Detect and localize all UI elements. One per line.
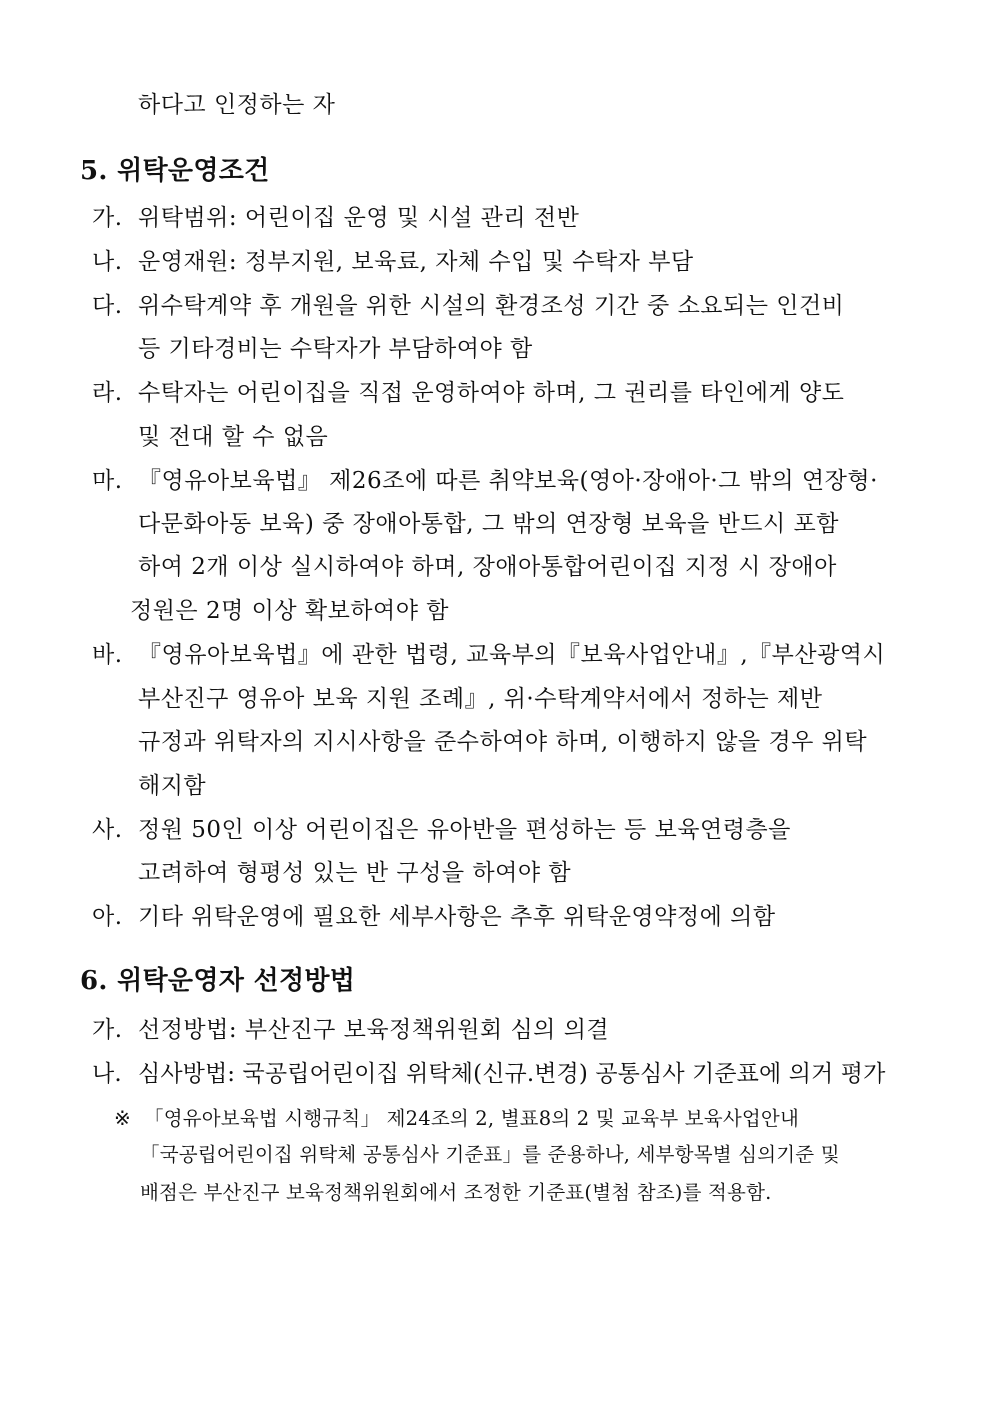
s5-item-sa: [92, 815, 791, 845]
item-marker: 바.: [92, 642, 123, 668]
note-text: 「영유아보육법 시행규칙」 제24조의 2, 별표8의 2 및 교육부 보육사업안내: [144, 1107, 799, 1130]
s5-item-a: [92, 902, 776, 932]
reference-mark-icon: ※: [114, 1106, 131, 1130]
s5-item-da: [92, 291, 844, 321]
s6-item-ga: [92, 1015, 609, 1045]
s5-item-ba: [92, 640, 885, 670]
item-marker: 사.: [92, 817, 123, 843]
item-text: 심사방법: 국공립어린이집 위탁체(신규.변경) 공통심사 기준표에 의거 평가: [138, 1061, 886, 1087]
s5-item-ra: [92, 378, 844, 408]
item-text: 『영유아보육법』에 관한 법령, 교육부의『보육사업안내』,『부산광역시: [138, 642, 886, 668]
s5-item-ba-cont1: 부산진구 영유아 보육 지원 조례』, 위·수탁계약서에서 정하는 제반: [138, 686, 823, 712]
item-text: 수탁자는 어린이집을 직접 운영하여야 하며, 그 권리를 타인에게 양도: [138, 380, 845, 406]
s5-item-na: [92, 247, 694, 277]
item-text: 선정방법: 부산진구 보육정책위원회 심의 의결: [138, 1017, 610, 1043]
item-marker: 나.: [92, 249, 123, 275]
item-marker: 나.: [92, 1061, 122, 1087]
continuation-line: 하다고 인정하는 자: [138, 92, 336, 118]
item-marker: 라.: [92, 380, 123, 406]
s5-item-sa-cont: 고려하여 형평성 있는 반 구성을 하여야 함: [138, 860, 572, 886]
s5-item-ma-cont1: 다문화아동 보육) 중 장애아통합, 그 밖의 연장형 보육을 반드시 포함: [138, 511, 839, 537]
item-text: 운영재원: 정부지원, 보육료, 자체 수입 및 수탁자 부담: [138, 249, 694, 275]
item-marker: 다.: [92, 293, 123, 319]
s5-item-ba-cont3: 해지함: [138, 773, 207, 799]
section-5-heading: 5. 위탁운영조건: [80, 156, 270, 186]
item-marker: 마.: [92, 468, 123, 494]
item-marker: 아.: [92, 904, 123, 930]
item-marker: 가.: [92, 205, 123, 231]
s5-item-ba-cont2: 규정과 위탁자의 지시사항을 준수하여야 하며, 이행하지 않을 경우 위탁: [138, 729, 868, 755]
s6-item-na: [92, 1059, 885, 1089]
s5-item-ma-cont2: 하여 2개 이상 실시하여야 하며, 장애아통합어린이집 지정 시 장애아: [138, 554, 837, 580]
item-text: 위수탁계약 후 개원을 위한 시설의 환경조성 기간 중 소요되는 인건비: [138, 293, 845, 319]
item-marker: 가.: [92, 1017, 123, 1043]
item-text: 위탁범위: 어린이집 운영 및 시설 관리 전반: [138, 205, 580, 231]
item-text: 『영유아보육법』 제26조에 따른 취약보육(영아·장애아·그 밖의 연장형·: [138, 468, 878, 494]
item-text: 정원 50인 이상 어린이집은 유아반을 편성하는 등 보육연령층을: [138, 817, 791, 843]
note-line-2: 「국공립어린이집 위탁체 공통심사 기준표」를 준용하나, 세부항목별 심의기준 및: [140, 1143, 840, 1166]
s5-item-ga: [92, 203, 579, 233]
s5-item-ma-cont3: 정원은 2명 이상 확보하여야 함: [130, 598, 449, 624]
note-line-3: 배점은 부산진구 보육정책위원회에서 조정한 기준표(별첨 참조)를 적용함.: [140, 1181, 772, 1204]
s5-item-ma: [92, 466, 878, 496]
s5-item-ra-cont: 및 전대 할 수 없음: [138, 424, 329, 450]
item-text: 기타 위탁운영에 필요한 세부사항은 추후 위탁운영약정에 의함: [138, 904, 776, 930]
s5-item-da-cont: 등 기타경비는 수탁자가 부담하여야 함: [138, 336, 533, 362]
section-6-heading: 6. 위탁운영자 선정방법: [80, 966, 356, 996]
note-line-1: [114, 1105, 799, 1132]
